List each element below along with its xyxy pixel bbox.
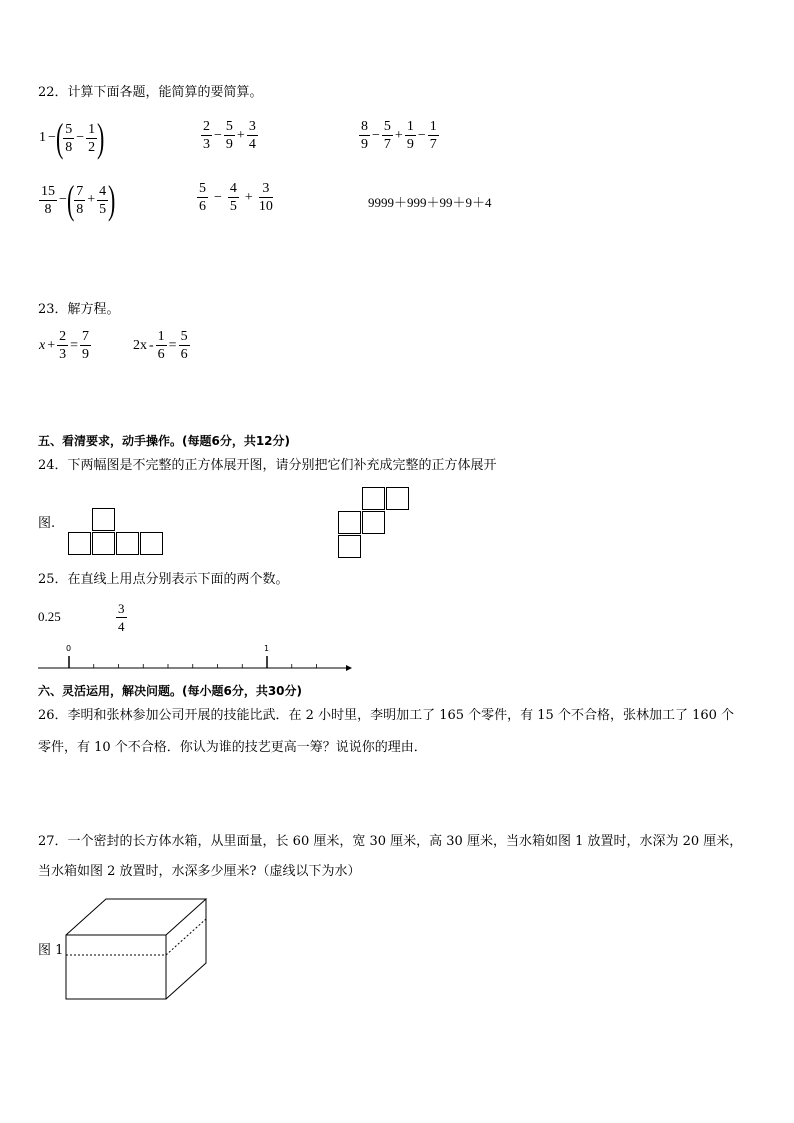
q23-title: 23．解方程。 bbox=[38, 302, 120, 317]
q23-equation-2: 2x - $\frac{1}{6}$ = $\frac{5}{6}$ bbox=[133, 329, 188, 362]
q26-text-line2: 零件，有 10 个不合格．你认为谁的技艺更高一筹？说说你的理由． bbox=[38, 740, 427, 755]
water-level-side bbox=[166, 919, 206, 955]
tank-top-face bbox=[66, 899, 206, 935]
q22-expr-2: $\frac{2}{3}$ − $\frac{5}{9}$ + $\frac{3}{4}$ bbox=[203, 119, 256, 152]
q25-number-decimal: 0.25 bbox=[38, 609, 61, 624]
q22-expr-1: 1 −( $\frac{5}{8}$ − $\frac{1}{2}$ ) bbox=[39, 115, 105, 160]
section-6-heading: 六、灵活运用，解决问题。(每小题6分，共30分) bbox=[38, 684, 303, 698]
q22-expr-5: $\frac{5}{6}$ − $\frac{4}{5}$ + $\frac{3}{10}$ bbox=[199, 181, 273, 214]
section-5-heading: 五、看清要求，动手操作。(每题6分，共12分) bbox=[38, 434, 291, 448]
q23-equation-1: x + $\frac{2}{3}$ = $\frac{7}{9}$ bbox=[39, 329, 90, 362]
q25-number-fraction: $\frac{3}{4}$ bbox=[118, 601, 125, 634]
q24-text-line1: 24．下两幅图是不完整的正方体展开图，请分别把它们补充成完整的正方体展开 bbox=[38, 458, 497, 473]
q27-text-line1: 27．一个密封的长方体水箱，从里面量，长 60 厘米，宽 30 厘米，高 30 厘米，当水箱如图 1 放置时，水深为 20 厘米， bbox=[38, 834, 743, 849]
q25-title: 25．在直线上用点分别表示下面的两个数。 bbox=[38, 572, 289, 587]
q24-text-line2: 图. bbox=[38, 516, 56, 531]
q22-expr-6: 9999＋999＋99＋9＋4 bbox=[368, 195, 492, 210]
figure-1-label: 图 1 bbox=[38, 943, 64, 958]
q22-expr-3: $\frac{8}{9}$ − $\frac{5}{7}$ + $\frac{1}{9}$ − $\frac{1}{7}$ bbox=[361, 119, 437, 152]
q22-title: 22．计算下面各题，能简算的要简算。 bbox=[38, 85, 263, 100]
q27-text-line2: 当水箱如图 2 放置时，水深多少厘米?（虚线以下为水） bbox=[38, 864, 361, 879]
q22-expr-4: $\frac{15}{8}$ −( $\frac{7}{8}$ + $\frac{4}{5}$ ) bbox=[41, 177, 116, 222]
tick-label-0: 0 bbox=[66, 644, 72, 653]
tank-front-face bbox=[66, 935, 166, 999]
q26-text-line1: 26．李明和张林参加公司开展的技能比武．在 2 小时里，李明加工了 165 个零件，有 15 个不合格，张林加工了 160 个 bbox=[38, 708, 735, 723]
tick-label-1: 1 bbox=[264, 644, 270, 653]
